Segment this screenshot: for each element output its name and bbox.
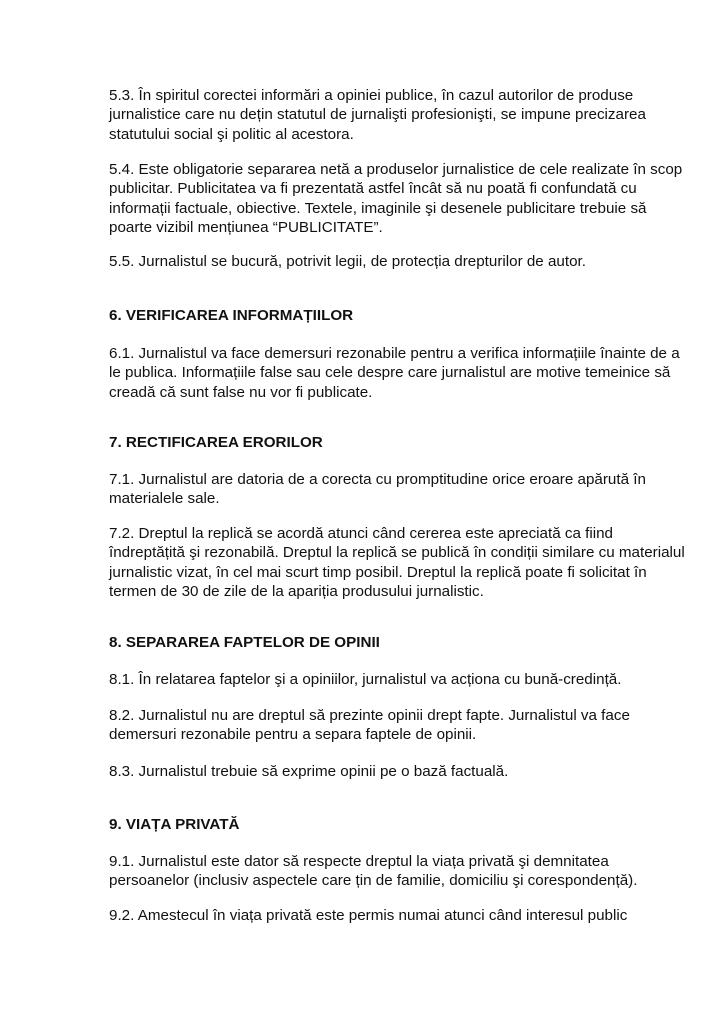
- text-line: 6.1. Jurnalistul va face demersuri rezonabile pentru a verifica informațiile înainte de a: [109, 345, 680, 362]
- paragraph-8-2: [109, 706, 709, 745]
- section-heading-8: 8. SEPARAREA FAPTELOR DE OPINII: [109, 634, 380, 651]
- text-line: materialele sale.: [109, 490, 220, 508]
- section-heading-7: 7. RECTIFICAREA ERORILOR: [109, 434, 323, 451]
- section-heading-9: 9. VIAȚA PRIVATĂ: [109, 816, 240, 833]
- paragraph-5-5: [109, 252, 709, 271]
- text-line: demersuri rezonabile pentru a separa faptele de opinii.: [109, 726, 477, 744]
- paragraph-7-1: [109, 470, 709, 509]
- text-line: 7.2. Dreptul la replică se acordă atunci când cererea este apreciată ca fiind: [109, 525, 614, 542]
- paragraph-8-1: [109, 670, 709, 689]
- text-line: jurnalistice care nu dețin statutul de jurnalişti profesionişti, se impune precizarea: [109, 106, 646, 124]
- section-heading-6: 6. VERIFICAREA INFORMAȚIILOR: [109, 307, 354, 324]
- text-line: 9.1. Jurnalistul este dator să respecte dreptul la viața privată şi demnitatea: [109, 853, 609, 870]
- text-line: 7.1. Jurnalistul are datoria de a corecta cu promptitudine orice eroare apărută în: [109, 471, 646, 488]
- text-line: 9.2. Amestecul în viața privată este permis numai atunci când interesul public: [109, 907, 628, 924]
- text-line: poarte vizibil mențiunea “PUBLICITATE”.: [109, 218, 383, 236]
- paragraph-5-4: [109, 160, 709, 237]
- text-line: publicitar. Publicitatea va fi prezentată astfel încât să nu poată fi confundată cu: [109, 180, 637, 198]
- text-line: 5.4. Este obligatorie separarea netă a produselor jurnalistice de cele realizate în scop: [109, 161, 683, 178]
- text-line: îndreptățită şi rezonabilă. Dreptul la replică se publică în condiții similare cu materialul: [109, 544, 685, 562]
- text-line: 5.5. Jurnalistul se bucură, potrivit legii, de protecția drepturilor de autor.: [109, 253, 586, 270]
- text-line: 5.3. În spiritul corectei informări a opiniei publice, în cazul autorilor de produse: [109, 87, 634, 104]
- paragraph-9-2: [109, 906, 709, 925]
- text-line: statutului social şi politic al acestora.: [109, 125, 354, 143]
- paragraph-7-2: [109, 524, 709, 601]
- text-line: jurnalistic vizat, în cel mai scurt timp posibil. Dreptul la replică poate fi solicitat în: [109, 563, 647, 581]
- text-line: 8.1. În relatarea faptelor şi a opiniilor, jurnalistul va acționa cu bună-credință.: [109, 671, 622, 688]
- paragraph-6-1: [109, 344, 709, 402]
- text-line: 8.3. Jurnalistul trebuie să exprime opinii pe o bază factuală.: [109, 763, 509, 780]
- text-line: le publica. Informațiile false sau cele despre care jurnalistul are motive temeinice să: [109, 364, 671, 382]
- text-line: informații factuale, obiective. Textele, imaginile şi desenele publicitare trebuie să: [109, 199, 647, 217]
- paragraph-5-3: [109, 86, 709, 144]
- text-line: creadă că sunt false nu vor fi publicate.: [109, 383, 373, 401]
- text-line: persoanelor (inclusiv aspectele care țin de familie, domiciliu şi corespondență).: [109, 872, 638, 890]
- text-line: termen de 30 de zile de la apariția produsului jurnalistic.: [109, 582, 484, 600]
- text-line: 8.2. Jurnalistul nu are dreptul să prezinte opinii drept fapte. Jurnalistul va face: [109, 707, 630, 724]
- paragraph-9-1: [109, 852, 709, 891]
- paragraph-8-3: [109, 762, 709, 781]
